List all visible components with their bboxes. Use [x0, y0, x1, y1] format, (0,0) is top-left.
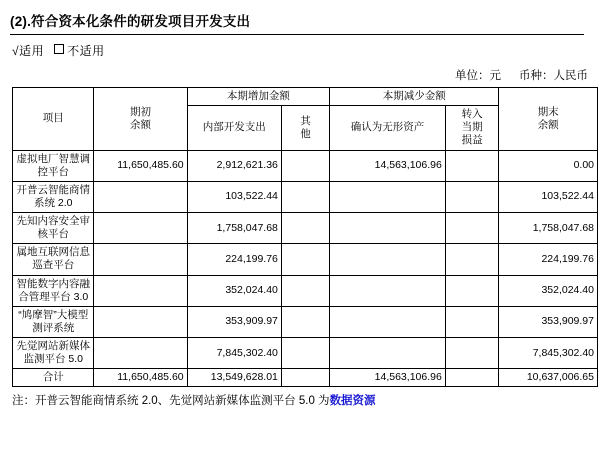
total-internal-dev: 13,549,628.01 [187, 369, 281, 387]
table-row [13, 338, 598, 369]
header-opening-line1: 期初 [130, 105, 152, 118]
row-internal-dev: 7,845,302.40 [187, 338, 281, 369]
header-internal-dev: 内部开发支出 [187, 106, 281, 150]
row-opening [94, 213, 187, 244]
row-internal-dev: 103,522.44 [187, 181, 281, 212]
row-item-label: 属地互联网信息巡查平台 [13, 244, 94, 275]
row-transfer [445, 150, 499, 181]
total-label: 合计 [13, 369, 94, 387]
total-confirm: 14,563,106.96 [330, 369, 446, 387]
row-transfer [445, 181, 499, 212]
header-other-line2: 他 [300, 127, 311, 140]
row-opening [94, 275, 187, 306]
row-other [281, 338, 329, 369]
total-ending: 10,637,006.65 [499, 369, 598, 387]
row-internal-dev: 2,912,621.36 [187, 150, 281, 181]
header-confirm-intangible: 确认为无形资产 [330, 106, 446, 150]
row-internal-dev: 352,024.40 [187, 275, 281, 306]
table-body [13, 150, 598, 387]
unit-label: 单位：元 [455, 70, 501, 82]
row-confirm [330, 306, 446, 337]
row-item-label: 开普云智能商情系统 2.0 [13, 181, 94, 212]
row-transfer [445, 213, 499, 244]
header-increase-group: 本期增加金额 [187, 88, 329, 106]
header-opening-line2: 余额 [130, 118, 152, 131]
header-ending-balance [499, 88, 598, 151]
row-other [281, 244, 329, 275]
row-opening: 11,650,485.60 [94, 150, 187, 181]
header-transfer-line2: 当期 [461, 121, 483, 134]
row-other [281, 275, 329, 306]
row-item-label: 先觉网站新媒体监测平台 5.0 [13, 338, 94, 369]
header-transfer-line3: 损益 [461, 134, 483, 147]
header-opening-balance [94, 88, 187, 151]
header-other-line1: 其 [300, 114, 311, 127]
row-opening [94, 338, 187, 369]
applicable-label: 适用 [19, 44, 45, 58]
table-row [13, 181, 598, 212]
header-item: 项目 [13, 88, 94, 151]
row-item-label: 智能数字内容融合管理平台 3.0 [13, 275, 94, 306]
row-item-label: “鸠摩智”大模型测评系统 [13, 306, 94, 337]
row-other [281, 213, 329, 244]
row-item-label: 虚拟电厂智慧调控平台 [13, 150, 94, 181]
header-ending-line2: 余额 [537, 118, 559, 131]
row-ending: 0.00 [499, 150, 598, 181]
row-transfer [445, 338, 499, 369]
row-opening [94, 181, 187, 212]
row-internal-dev: 224,199.76 [187, 244, 281, 275]
title-divider [10, 34, 584, 35]
total-other [281, 369, 329, 387]
applicability-line [12, 42, 610, 59]
table-row [13, 306, 598, 337]
row-transfer [445, 275, 499, 306]
table-row [13, 150, 598, 181]
row-confirm [330, 244, 446, 275]
row-transfer [445, 306, 499, 337]
table-row [13, 275, 598, 306]
row-ending: 352,024.40 [499, 275, 598, 306]
header-other [281, 106, 329, 150]
row-ending: 224,199.76 [499, 244, 598, 275]
row-confirm [330, 213, 446, 244]
header-transfer-profit [445, 106, 499, 150]
row-opening [94, 306, 187, 337]
not-applicable-label: 不适用 [67, 44, 105, 58]
row-confirm [330, 275, 446, 306]
header-decrease-group: 本期减少金额 [330, 88, 499, 106]
footnote-highlight: 数据资源 [329, 395, 376, 408]
table-row [13, 244, 598, 275]
row-ending: 7,845,302.40 [499, 338, 598, 369]
page-title: (2).符合资本化条件的研发项目开发支出 [10, 14, 251, 29]
row-internal-dev: 1,758,047.68 [187, 213, 281, 244]
development-expenditure-table [12, 87, 598, 387]
not-applicable-checkbox[interactable] [54, 44, 64, 54]
currency-label: 币种：人民币 [519, 70, 588, 82]
row-internal-dev: 353,909.97 [187, 306, 281, 337]
header-ending-line1: 期末 [537, 105, 559, 118]
unit-currency-note [0, 67, 588, 83]
footnote-text: 开普云智能商情系统 2.0、先觉网站新媒体监测平台 5.0 为 [35, 395, 330, 408]
footnote-prefix: 注： [12, 395, 35, 408]
row-ending: 103,522.44 [499, 181, 598, 212]
row-other [281, 150, 329, 181]
row-item-label: 先知内容安全审核平台 [13, 213, 94, 244]
row-other [281, 181, 329, 212]
table-total-row [13, 369, 598, 387]
row-ending: 1,758,047.68 [499, 213, 598, 244]
table-footnote [12, 392, 610, 408]
document-page [0, 10, 610, 452]
row-confirm [330, 181, 446, 212]
row-confirm [330, 338, 446, 369]
row-other [281, 306, 329, 337]
row-ending: 353,909.97 [499, 306, 598, 337]
total-opening: 11,650,485.60 [94, 369, 187, 387]
row-transfer [445, 244, 499, 275]
total-transfer [445, 369, 499, 387]
table-header-row-group [13, 88, 598, 106]
table-row [13, 213, 598, 244]
applicable-check: √ [12, 44, 20, 58]
header-transfer-line1: 转入 [461, 108, 483, 121]
row-confirm: 14,563,106.96 [330, 150, 446, 181]
row-opening [94, 244, 187, 275]
